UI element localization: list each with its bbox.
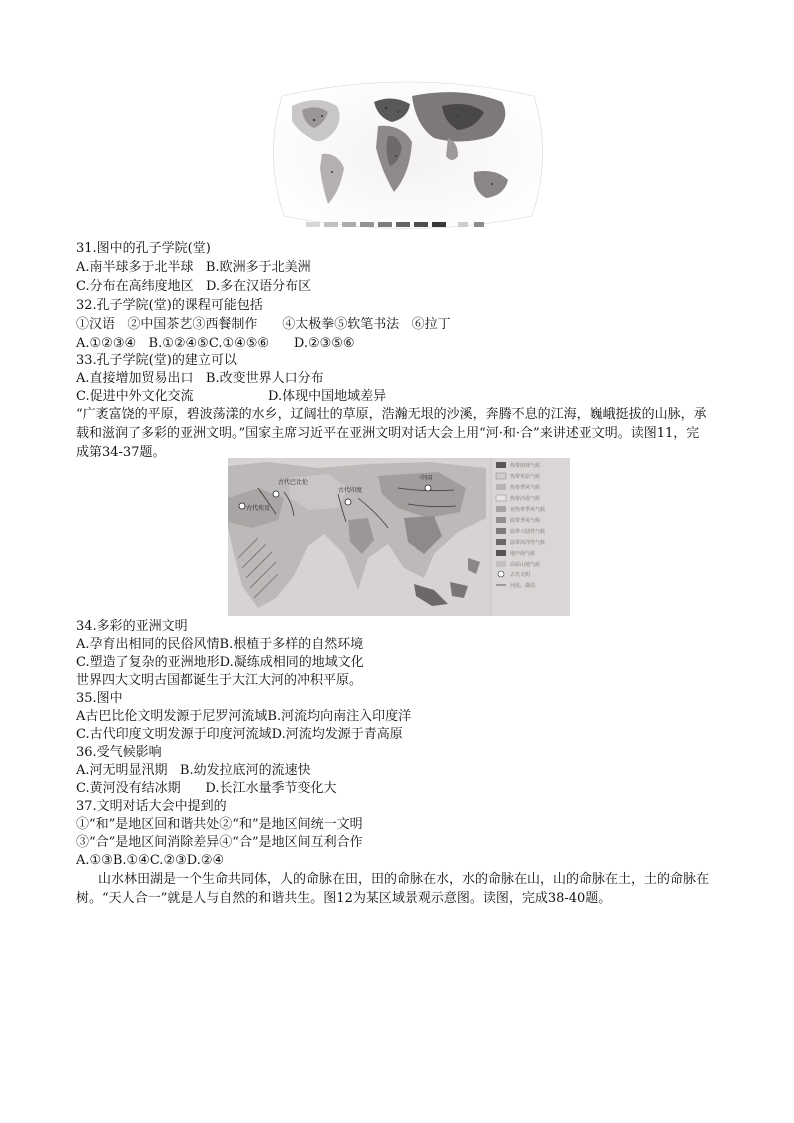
intro-paragraph-38-40: 山水林田湖是一个生命共同体，人的命脉在田，田的命脉在水，水的命脉在山，山的命脉在土，土的命脉在树。“天人合一”就是人与自然的和谐共生。图12为某区域景观示意图。读图，完成38-40题。	[76, 872, 710, 906]
world-map-image	[262, 76, 554, 236]
babylon-marker-icon	[273, 491, 279, 497]
climate-legend	[492, 458, 570, 616]
q31-stem: 31.图中的孔子学院(堂)	[76, 241, 211, 256]
india-marker-icon	[345, 499, 351, 505]
legend-item: 热带沙漠气候	[510, 496, 541, 502]
legend-item: 温带季风气候	[510, 518, 541, 524]
world-map-figure	[262, 76, 554, 236]
q31-options-cd: C.分布在高纬度地区 D.多在汉语分布区	[76, 279, 312, 294]
legend-item: 热带季风气候	[510, 485, 541, 491]
legend-item: 亚热带季风气候	[510, 507, 546, 513]
legend-item: 河流、湖泊	[510, 583, 536, 589]
q32-items: ①汉语 ②中国茶艺③西餐制作 ④太极拳⑤软笔书法 ⑥拉丁	[76, 317, 451, 332]
legend-item: 地中海气候	[510, 551, 536, 557]
q33-options-ab: A.直接增加贸易出口 B.改变世界人口分布	[76, 371, 324, 386]
q34-options-ab: A.孕育出相同的民俗风情B.根植于多样的自然环境	[76, 637, 364, 652]
asia-climate-map-figure	[228, 458, 570, 616]
legend-item: 温带大陆性气候	[510, 529, 546, 535]
asia-climate-map-image	[228, 458, 570, 616]
legend-item: 热带草原气候	[510, 474, 541, 480]
q32-options: A.①②③④ B.①②④⑤C.①④⑤⑥ D.②③⑤⑥	[76, 336, 355, 351]
map-label-india: 古代印度	[338, 487, 363, 494]
legend-item: 温带海洋性气候	[510, 540, 546, 546]
q35-options-cd: C.古代印度文明发源于印度河流域D.河流均发源于青高原	[76, 727, 403, 742]
china-marker-icon	[425, 485, 431, 491]
q36-options-cd: C.黄河没有结冰期 D.长江水量季节变化大	[76, 781, 337, 796]
map-label-babylon: 古代巴比伦	[278, 479, 309, 486]
q34-options-cd: C.塑造了复杂的亚洲地形D.凝练成相同的地域文化	[76, 655, 364, 670]
legend-item: 高原山地气候	[510, 562, 541, 568]
q36-stem: 36.受气候影响	[76, 745, 162, 760]
q35-options-ab: A古巴比伦文明发源于尼罗河流域B.河流均向南注入印度洋	[76, 709, 412, 724]
q35-stem: 35.图中	[76, 691, 123, 706]
egypt-marker-icon	[239, 503, 245, 509]
q37-options: A.①③B.①④C.②③D.②④	[76, 853, 225, 868]
q36-options-ab: A.河无明显汛期 B.幼发拉底河的流速快	[76, 763, 311, 778]
statement-35: 世界四大文明古国都诞生于大江大河的冲积平原。	[76, 673, 363, 688]
q32-stem: 32.孔子学院(堂)的课程可能包括	[76, 298, 263, 313]
q31-options-ab: A.南半球多于北半球 B.欧洲多于北美洲	[76, 260, 311, 275]
legend-item: 古代文明	[510, 572, 531, 578]
q37-items-3-4: ③“合”是地区间消除差异④“合”是地区间互利合作	[76, 835, 363, 850]
legend-item: 热带雨林气候	[510, 463, 541, 469]
map-label-egypt: 古代埃及	[246, 505, 271, 512]
q33-stem: 33.孔子学院(堂)的建立可以	[76, 353, 237, 368]
map-label-china: 中国	[420, 475, 433, 482]
intro-paragraph-34-37: “广袤富饶的平原，碧波荡漾的水乡，辽阔壮的草原，浩瀚无垠的沙溪，奔腾不息的江海，巍峨挺拔的山脉，承载和滋润了多彩的亚洲文明。”国家主席习近平在亚洲文明对话大会上用“河·和·合”来讲述亚文明。读图11，完成第34-37题。	[76, 407, 707, 460]
q34-stem: 34.多彩的亚洲文明	[76, 619, 188, 634]
q37-stem: 37.文明对话大会中提到的	[76, 799, 227, 814]
q37-items-1-2: ①“和”是地区回和谐共处②“和”是地区间统一文明	[76, 817, 363, 832]
q33-options-cd: C.促进中外文化交流 D.体现中国地域差异	[76, 389, 387, 404]
